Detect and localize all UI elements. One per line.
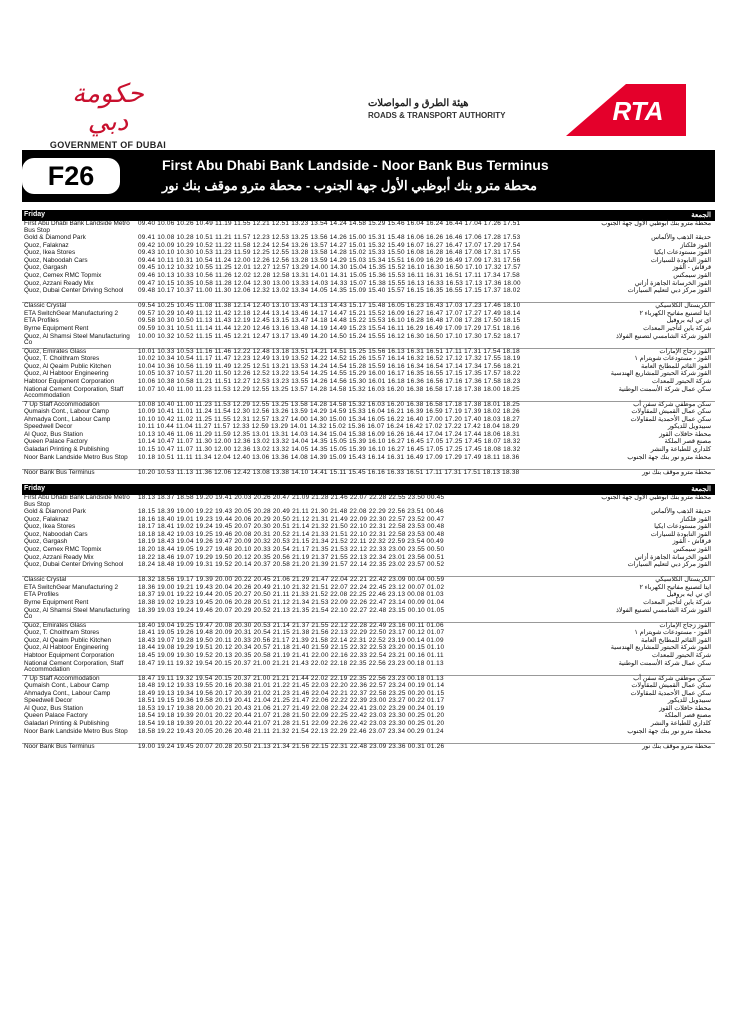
stop-name-arabic: محطة مترو موقف بنك نور	[642, 742, 711, 750]
departure-times: 18.44 19.08 19.29 19.51 20.12 20.34 20.57 21.18 21.40 21.59 22.15 22.32 22.53 23.20 00.15 01.10	[138, 644, 445, 652]
departure-times: 18.15 18.39 19.00 19.22 19.43 20.05 20.28 20.49 21.11 21.30 21.48 22.08 22.29 22.56 23.51 00.46	[138, 508, 444, 515]
departure-times: 18.45 19.09 19.30 19.52 20.13 20.35 20.58 21.19 21.41 22.00 22.16 22.33 22.54 23.21 00.16 01.11	[138, 651, 444, 659]
departure-times: 18.37 19.01 19.22 19.44 20.05 20.27 20.50 21.11 21.33 21.52 22.08 22.25 22.46 23.13 00.08 01.03	[138, 591, 444, 599]
stop-name-arabic: اي تي ايه بروفيل	[666, 591, 711, 599]
stop-name-arabic: القوز القائم للمطابخ العامة	[640, 636, 711, 644]
stop-name: Ahmadya Cont., Labour Camp	[24, 689, 111, 697]
departure-times: 09.43 10.10 10.30 10.53 11.23 11.59 12.25 12.55 13.28 13.58 14.28 15.02 15.33 15.50 16.08 16.28 16.48 17.08 17.31 17.55	[138, 249, 521, 257]
stop-name-arabic: القوز سيمكس	[673, 545, 711, 553]
government-of-dubai-logo	[48, 80, 168, 150]
stop-name-arabic: شركة باين لتأجير المعدات	[643, 324, 711, 332]
stop-name-arabic: سكن عمال القميش للمقاولات	[631, 408, 711, 416]
stop-name-arabic: حديقة الذهب والألماس	[651, 234, 711, 241]
stop-name: Gold & Diamond Park	[24, 508, 86, 515]
rta-logo	[566, 78, 686, 138]
stop-name-arabic: القوز شركة الشامسي لتصنيع الفولاذ	[615, 606, 711, 614]
stop-name: Quoz, T. Choithram Stores	[24, 355, 100, 363]
page-header	[0, 0, 735, 150]
stop-name: Noor Bank Landside Metro Bus Stop	[24, 727, 128, 735]
timetable-row	[22, 495, 715, 509]
stop-name-arabic: كلداري للطباعة والنشر	[650, 446, 711, 454]
stop-name: Habtoor Equipment Corporation	[24, 377, 115, 385]
timetable-row	[22, 743, 715, 752]
departure-times: 09.54 10.25 10.45 11.08 11.38 12.14 12.40 13.10 13.43 14.13 14.43 15.17 15.48 16.05 16.23 16.43 17.03 17.23 17.46 18.10	[138, 302, 521, 310]
route-title-english: First Abu Dhabi Bank Landside - Noor Bank Bus Terminus	[162, 157, 549, 173]
stop-name-arabic: سبيدويل للديكور	[667, 697, 711, 705]
stop-name: ETA Profiles	[24, 317, 59, 325]
departure-times: 09.57 10.29 10.49 11.12 11.42 12.18 12.44 13.14 13.46 14.17 14.47 15.21 15.52 16.09 16.27 16.47 17.07 17.27 17.49 18.14	[138, 309, 521, 317]
stop-name: National Cement Corporation, Staff Accommodation	[24, 659, 124, 674]
stop-name-arabic: القوز مستودعات ايكيا	[654, 249, 711, 257]
departure-times: 10.06 10.38 10.58 11.21 11.51 12.27 12.53 13.23 13.55 14.26 14.56 15.30 16.01 16.18 16.36 16.56 17.16 17.36 17.58 18.23	[138, 377, 521, 385]
departure-times: 18.40 19.04 19.25 19.47 20.08 20.30 20.53 21.14 21.37 21.55 22.12 22.28 22.49 23.16 00.11 01.06	[138, 621, 444, 629]
stop-name: Quoz, Falaknaz	[24, 241, 69, 249]
stop-name-arabic: محطة مترو موقف بنك نور	[642, 468, 711, 476]
stop-name: Quoz, Gargash	[24, 264, 68, 272]
stop-name: Quoz, Emirates Glass	[24, 621, 87, 629]
departure-times: 18.19 18.43 19.04 19.26 19.47 20.09 20.32 20.53 21.15 21.34 21.52 22.11 22.32 22.59 23.54 00.49	[138, 538, 444, 546]
stop-name: Quoz, Al Habtoor Engineering	[24, 644, 109, 652]
stop-name-arabic: سكن عمال القميش للمقاولات	[631, 682, 711, 690]
stop-name: Classic Crystal	[24, 302, 67, 310]
stop-name: Queen Palace Factory	[24, 712, 88, 720]
timetable-row	[22, 469, 715, 478]
stop-name-arabic: محطة مترو بنك أبوظبي الأول جهة الجنوب	[601, 220, 711, 227]
stop-name: Quoz, Al Shamsi Steel Manufacturing Co	[24, 606, 130, 621]
departure-times: 10.10 10.42 11.02 11.25 11.55 12.31 12.57 13.27 14.00 14.30 15.00 15.34 16.05 16.22 16.40 17.00 17.20 17.40 18.03 18.27	[138, 415, 520, 423]
stop-name: Qumaish Cont., Labour Camp	[24, 408, 109, 416]
stop-name-arabic: الكريستال الكلاسيكي	[655, 302, 711, 310]
stop-name-arabic: محطة حافلات القوز	[659, 704, 711, 712]
stop-name-arabic: الكريستال الكلاسيكي	[655, 576, 711, 584]
stop-name: 7 Up Staff Accommodation	[24, 400, 100, 408]
stop-name-arabic: القوز شركة الحبتور للمشاريع الهندسية	[610, 644, 711, 652]
stop-name-arabic: القوز شركة الشامسي لتصنيع الفولاذ	[615, 332, 711, 340]
stop-name: Quoz, Cemex RMC Topmix	[24, 545, 102, 553]
stop-name: ETA SwitchGear Manufacturing 2	[24, 309, 119, 317]
stop-name-arabic: محطة مترو نور بنك جهة الجنوب	[627, 727, 711, 735]
departure-times: 09.47 10.15 10.35 10.58 11.28 12.04 12.30 13.00 13.33 14.03 14.33 15.07 15.38 15.55 16.13 16.33 16.53 17.13 17.36 18.00	[138, 279, 521, 287]
rta-name-english: ROADS & TRANSPORT AUTHORITY	[368, 111, 506, 120]
timetable-1	[22, 210, 715, 477]
rta-name-arabic: هيئة الطرق و المواصلات	[368, 98, 469, 109]
timetable-row	[22, 288, 715, 302]
stop-name: Noor Bank Bus Terminus	[24, 468, 95, 476]
gov-logo-english: GOVERNMENT OF DUBAI	[49, 140, 167, 150]
departure-times: 09.40 10.06 10.26 10.49 11.19 11.55 12.21 12.51 13.23 13.54 14.24 14.58 15.29 15.46 16.04 16.24 16.44 17.04 17.26 17.51	[138, 220, 521, 227]
departure-times: 18.58 19.22 19.43 20.05 20.26 20.48 21.11 21.32 21.54 22.13 22.29 22.46 23.07 23.34 00.29 01.24	[138, 727, 444, 735]
stop-name-arabic: شركة الحبتور للمعدات	[652, 651, 711, 659]
stop-name: 7 Up Staff Accommodation	[24, 674, 100, 682]
rta-logo-text: RTA	[612, 96, 664, 126]
route-title-arabic: محطة مترو بنك أبوظبي الأول جهة الجنوب - محطة مترو موقف بنك نور	[162, 178, 537, 193]
departure-times: 18.51 19.15 19.36 19.58 20.19 20.41 21.04 21.25 21.47 22.06 22.22 22.39 23.00 23.27 00.22 01.17	[138, 697, 445, 705]
stop-name-arabic: القوز - مستودعات شويترام ١	[634, 355, 711, 363]
stop-name: Quoz, Naboodah Cars	[24, 256, 88, 264]
stop-name-arabic: اي تي ايه بروفيل	[666, 317, 711, 325]
departure-times: 18.49 19.13 19.34 19.56 20.17 20.39 21.02 21.23 21.46 22.04 22.21 22.37 22.58 23.25 00.20 01.15	[138, 689, 445, 697]
day-label-english: Friday	[24, 211, 46, 218]
departure-times: 18.48 19.12 19.33 19.55 20.16 20.38 21.01 21.22 21.45 22.03 22.20 22.36 22.57 23.24 00.19 01.14	[138, 682, 445, 690]
stop-name-arabic: حديقة الذهب والألماس	[651, 508, 711, 515]
stop-name: Habtoor Equipment Corporation	[24, 651, 115, 659]
stop-name: ETA Profiles	[24, 591, 59, 599]
day-label-arabic: الجمعة	[691, 212, 711, 219]
departure-times: 09.46 10.13 10.33 10.56 11.26 12.02 12.28 12.58 13.31 14.01 14.31 15.05 15.36 15.53 16.11 16.31 16.51 17.11 17.34 17.58	[138, 271, 520, 279]
departure-times: 18.36 19.00 19.21 19.43 20.04 20.26 20.49 21.10 21.32 21.51 22.07 22.24 22.45 23.12 00.07 01.02	[138, 583, 445, 591]
stop-name: Speedwell Decor	[24, 697, 73, 705]
stop-name-arabic: سكن موظفي شركة سفن أب	[633, 400, 711, 408]
departure-times: 10.11 10.44 11.04 11.27 11.57 12.33 12.59 13.29 14.01 14.32 15.02 15.36 16.07 16.24 16.42 17.02 17.22 17.42 18.04 18.29	[138, 423, 520, 431]
departure-times: 09.45 10.12 10.32 10.55 11.25 12.01 12.27 12.57 13.29 14.00 14.30 15.04 15.35 15.52 16.10 16.30 16.50 17.10 17.32 17.57	[138, 264, 521, 272]
departure-times: 09.44 10.11 10.31 10.54 11.24 12.00 12.26 12.56 13.28 13.59 14.29 15.03 15.34 15.51 16.09 16.29 16.49 17.09 17.31 17.56	[138, 256, 521, 264]
departure-times: 10.01 10.33 10.53 11.16 11.46 12.22 12.48 13.18 13.51 14.21 14.51 15.25 15.56 16.13 16.31 16.51 17.11 17.31 17.54 18.18	[138, 347, 520, 355]
departure-times: 18.20 18.44 19.05 19.27 19.48 20.10 20.33 20.54 21.17 21.35 21.53 22.12 22.33 23.00 23.55 00.50	[138, 545, 445, 553]
departure-times: 10.15 10.47 11.07 11.30 12.00 12.36 13.02 13.32 14.05 14.35 15.05 15.39 16.10 16.27 16.45 17.05 17.25 17.45 18.08 18.32	[138, 446, 521, 454]
departure-times: 10.18 10.51 11.11 11.34 12.04 12.40 13.06 13.36 14.08 14.39 15.09 15.43 16.14 16.31 16.49 17.09 17.29 17.49 18.11 18.36	[138, 453, 520, 461]
stop-name-arabic: محطة مترو نور بنك جهة الجنوب	[627, 453, 711, 461]
stop-name-arabic: محطة حافلات القوز	[659, 430, 711, 438]
stop-name: Ahmadya Cont., Labour Camp	[24, 415, 111, 423]
departure-times: 10.13 10.46 11.06 11.29 11.59 12.35 13.01 13.31 14.03 14.34 15.04 15.38 16.09 16.26 16.44 17.04 17.24 17.44 18.06 18.31	[138, 430, 520, 438]
stop-name: Quoz, Emirates Glass	[24, 347, 87, 355]
stop-name: Quoz, Azzani Ready Mix	[24, 553, 94, 561]
stop-name: Al Quoz, Bus Station	[24, 704, 83, 712]
stop-name-arabic: شركة الحبتور للمعدات	[652, 377, 711, 385]
stop-name: Quoz, Al Shamsi Steel Manufacturing Co	[24, 332, 130, 347]
stop-name: Quoz, Dubai Center Driving School	[24, 561, 124, 569]
timetable-row	[22, 221, 715, 235]
stop-name: Galadari Printing & Publishing	[24, 720, 109, 728]
stop-name-arabic: القوز النابودة للسيارات	[650, 256, 711, 264]
route-number: F26	[22, 158, 120, 194]
stop-name-arabic: مصنع قصر الملكة	[664, 712, 711, 720]
stop-name-arabic: كلداري للطباعة والنشر	[650, 720, 711, 728]
departure-times: 18.17 18.41 19.02 19.24 19.45 20.07 20.30 20.51 21.14 21.32 21.50 22.10 22.31 22.58 23.53 00.48	[138, 523, 445, 531]
timetable-row	[22, 608, 715, 622]
stop-name: Quoz, Cemex RMC Topmix	[24, 271, 102, 279]
departure-times: 10.08 10.40 11.00 11.23 11.53 12.29 12.55 13.25 13.58 14.28 14.58 15.32 16.03 16.20 16.38 16.58 17.18 17.38 18.01 18.25	[138, 400, 520, 408]
departure-times: 09.48 10.17 10.37 11.00 11.30 12.06 12.32 13.02 13.34 14.05 14.35 15.09 15.40 15.57 16.15 16.35 16.55 17.15 17.37 18.02	[138, 287, 521, 295]
stop-name-arabic: سكن عمال شركة الأسمنت الوطنية	[618, 659, 711, 667]
stop-name-arabic: قرقاش - القوز	[672, 538, 711, 546]
stop-name-arabic: محطة مترو بنك أبوظبي الأول جهة الجنوب	[601, 494, 711, 501]
stop-name: Quoz, T. Choithram Stores	[24, 629, 100, 637]
departure-times: 10.09 10.41 11.01 11.24 11.54 12.30 12.56 13.26 13.59 14.29 14.59 15.33 16.04 16.21 16.39 16.59 17.19 17.39 18.02 18.26	[138, 408, 520, 416]
stop-name-arabic: شركة باين لتأجير المعدات	[643, 598, 711, 606]
stop-name-arabic: القوز - مستودعات شويترام ١	[634, 629, 711, 637]
stop-name-arabic: القوز زجاج الإمارات	[659, 621, 711, 629]
stop-name-arabic: سكن عمال الأحمدية للمقاولات	[630, 689, 711, 697]
stop-name-arabic: سكن عمال الأحمدية للمقاولات	[630, 415, 711, 423]
departure-times: 10.05 10.37 10.57 11.20 11.50 12.26 12.52 13.22 13.54 14.25 14.55 15.29 16.00 16.17 16.35 16.55 17.15 17.35 17.57 18.22	[138, 370, 521, 378]
stop-name-arabic: القوز مركز دبي لتعليم السيارات	[627, 561, 711, 569]
departure-times: 10.14 10.47 11.07 11.30 12.00 12.36 13.02 13.32 14.04 14.35 15.05 15.39 16.10 16.27 16.45 17.05 17.25 17.45 18.07 18.32	[138, 438, 521, 446]
departure-times: 18.54 19.18 19.39 20.01 20.22 20.44 21.07 21.28 21.50 22.09 22.25 22.42 23.03 23.30 00.25 01.20	[138, 712, 445, 720]
departure-times: 18.16 18.40 19.01 19.23 19.44 20.06 20.29 20.50 21.12 21.31 21.49 22.09 22.30 22.57 23.52 00.47	[138, 515, 445, 523]
stop-name-arabic: مصنع قصر الملكة	[664, 438, 711, 446]
stop-name: Byrne Equipment Rent	[24, 598, 89, 606]
stop-name: Gold & Diamond Park	[24, 234, 86, 241]
timetable-row	[22, 334, 715, 348]
stop-name-arabic: سبيدويل للديكور	[667, 423, 711, 431]
stop-name: Qumaish Cont., Labour Camp	[24, 682, 109, 690]
stop-name-arabic: سكن عمال شركة الأسمنت الوطنية	[618, 385, 711, 393]
timetable-row	[22, 729, 715, 743]
rta-name	[368, 98, 596, 120]
departure-times: 18.24 18.48 19.09 19.31 19.52 20.14 20.37 20.58 21.20 21.39 21.57 22.14 22.35 23.02 23.57 00.52	[138, 561, 445, 569]
stop-name: National Cement Corporation, Staff Accommodation	[24, 385, 124, 400]
stop-name: Queen Palace Factory	[24, 438, 88, 446]
stop-name: First Abu Dhabi Bank Landside Metro Bus Stop	[24, 494, 130, 508]
timetable-row	[22, 455, 715, 469]
stop-name-arabic: سكن موظفي شركة سفن أب	[633, 674, 711, 682]
stop-name: Galadari Printing & Publishing	[24, 446, 109, 454]
stop-name-arabic: ايتا لتصنيع مفاتيح الكهرباء ٢	[639, 309, 711, 317]
gov-logo-arabic: حكومة دبي	[72, 79, 144, 137]
day-label-english: Friday	[24, 485, 46, 492]
departure-times: 18.38 19.02 19.23 19.45 20.06 20.28 20.51 21.12 21.34 21.53 22.09 22.26 22.47 23.14 00.09 01.04	[138, 598, 445, 606]
departure-times: 18.39 19.03 19.24 19.46 20.07 20.29 20.52 21.13 21.35 21.54 22.10 22.27 22.48 23.15 00.10 01.05	[138, 606, 445, 614]
stop-name-arabic: القوز فلكناز	[680, 515, 711, 523]
departure-times: 10.20 10.53 11.13 11.36 12.06 12.42 13.08 13.38 14.10 14.41 15.11 15.45 16.16 16.33 16.51 17.11 17.31 17.51 18.13 18.38	[138, 468, 520, 476]
departure-times: 19.00 19.24 19.45 20.07 20.28 20.50 21.13 21.34 21.56 22.15 22.31 22.48 23.09 23.36 00.31 01.26	[138, 742, 445, 750]
day-label-arabic: الجمعة	[691, 486, 711, 493]
departure-times: 10.02 10.34 10.54 11.17 11.47 12.23 12.49 13.19 13.52 14.22 14.52 15.26 15.57 16.14 16.32 16.52 17.12 17.32 17.55 18.19	[138, 355, 521, 363]
stop-name-arabic: القوز الخرسانة الجاهزة أزاني	[634, 279, 711, 287]
timetable-row	[22, 562, 715, 576]
departure-times: 18.32 18.56 19.17 19.39 20.00 20.22 20.45 21.06 21.29 21.47 22.04 22.21 22.42 23.09 00.04 00.59	[138, 576, 445, 584]
stop-name: Noor Bank Bus Terminus	[24, 742, 95, 750]
stop-name: Quoz, Azzani Ready Mix	[24, 279, 94, 287]
departure-times: 10.04 10.36 10.56 11.19 11.49 12.25 12.51 13.21 13.53 14.24 14.54 15.28 15.59 16.16 16.34 16.54 17.14 17.34 17.56 18.21	[138, 362, 521, 370]
stop-name: Quoz, Al Qeaim Public Kitchen	[24, 362, 112, 370]
departure-times: 18.13 18.37 18.58 19.20 19.41 20.03 20.26 20.47 21.09 21.28 21.46 22.07 22.28 22.55 23.50 00.45	[138, 494, 445, 501]
stop-name-arabic: القوز القائم للمطابخ العامة	[640, 362, 711, 370]
stop-name: Quoz, Ikea Stores	[24, 249, 76, 257]
stop-name-arabic: القوز سيمكس	[673, 271, 711, 279]
stop-name: Quoz, Falaknaz	[24, 515, 69, 523]
stop-name: Speedwell Decor	[24, 423, 73, 431]
stop-name-arabic: القوز مستودعات ايكيا	[654, 523, 711, 531]
departure-times: 18.53 19.17 19.38 20.00 20.21 20.43 21.06 21.27 21.49 22.08 22.24 22.41 23.02 23.29 00.24 01.19	[138, 704, 445, 712]
stop-name-arabic: القوز زجاج الإمارات	[659, 347, 711, 355]
stop-name: ETA SwitchGear Manufacturing 2	[24, 583, 119, 591]
timetable-row	[22, 387, 715, 401]
stop-name: Quoz, Ikea Stores	[24, 523, 76, 531]
stop-name-arabic: القوز النابودة للسيارات	[650, 530, 711, 538]
departure-times: 18.47 19.11 19.32 19.54 20.15 20.37 21.00 21.21 21.44 22.02 22.19 22.35 22.56 23.23 00.18 01.13	[138, 674, 444, 682]
stop-name-arabic: القوز مركز دبي لتعليم السيارات	[627, 287, 711, 295]
stop-name: Quoz, Al Qeaim Public Kitchen	[24, 636, 112, 644]
departure-times: 09.42 10.09 10.29 10.52 11.22 11.58 12.24 12.54 13.26 13.57 14.27 15.01 15.32 15.49 16.07 16.27 16.47 17.07 17.29 17.54	[138, 241, 521, 249]
stop-name-arabic: القوز شركة الحبتور للمشاريع الهندسية	[610, 370, 711, 378]
stop-name: Quoz, Al Habtoor Engineering	[24, 370, 109, 378]
stop-name-arabic: قرقاش - القوز	[672, 264, 711, 272]
departure-times: 10.07 10.40 11.00 11.23 11.53 12.29 12.55 13.25 13.57 14.28 14.58 15.32 16.03 16.20 16.38 16.58 17.18 17.38 18.00 18.25	[138, 385, 520, 393]
departure-times: 18.54 19.18 19.39 20.01 20.22 20.44 21.07 21.28 21.51 22.09 22.26 22.42 23.03 23.30 00.25 01.20	[138, 720, 445, 728]
route-banner	[22, 150, 715, 202]
departure-times: 18.22 18.46 19.07 19.29 19.50 20.12 20.35 20.56 21.19 21.37 21.55 22.13 22.34 23.01 23.56 00.51	[138, 553, 445, 561]
departure-times: 18.47 19.11 19.32 19.54 20.15 20.37 21.00 21.21 21.43 22.02 22.18 22.35 22.56 23.23 00.18 01.13	[138, 659, 444, 667]
stop-name-arabic: القوز الخرسانة الجاهزة أزاني	[634, 553, 711, 561]
stop-name: Noor Bank Landside Metro Bus Stop	[24, 453, 128, 461]
departure-times: 18.43 19.07 19.28 19.50 20.11 20.33 20.56 21.17 21.39 21.58 22.14 22.31 22.52 23.19 00.14 01.09	[138, 636, 444, 644]
departure-times: 10.00 10.32 10.52 11.15 11.45 12.21 12.47 13.17 13.49 14.20 14.50 15.24 15.55 16.12 16.30 16.50 17.10 17.30 17.52 18.17	[138, 332, 521, 340]
timetable-row	[22, 661, 715, 675]
stop-name-arabic: ايتا لتصنيع مفاتيح الكهرباء ٢	[639, 583, 711, 591]
stop-name: First Abu Dhabi Bank Landside Metro Bus Stop	[24, 220, 130, 234]
stop-name: Byrne Equipment Rent	[24, 324, 89, 332]
departure-times: 09.59 10.31 10.51 11.14 11.44 12.20 12.46 13.16 13.48 14.19 14.49 15.23 15.54 16.11 16.29 16.49 17.09 17.29 17.51 18.16	[138, 324, 520, 332]
stop-name: Quoz, Dubai Center Driving School	[24, 287, 124, 295]
departure-times: 09.58 10.30 10.50 11.13 11.43 12.19 12.45 13.15 13.47 14.18 14.48 15.22 15.53 16.10 16.28 16.48 17.08 17.28 17.50 18.15	[138, 317, 521, 325]
stop-name: Quoz, Gargash	[24, 538, 68, 546]
departure-times: 09.41 10.08 10.28 10.51 11.21 11.57 12.23 12.53 13.25 13.56 14.26 15.00 15.31 15.48 16.06 16.26 16.46 17.06 17.28 17.53	[138, 234, 521, 241]
departure-times: 18.41 19.05 19.26 19.48 20.09 20.31 20.54 21.15 21.38 21.56 22.13 22.29 22.50 23.17 00.12 01.07	[138, 629, 445, 637]
stop-name-arabic: القوز فلكناز	[680, 241, 711, 249]
stop-name: Classic Crystal	[24, 576, 67, 584]
stop-name: Al Quoz, Bus Station	[24, 430, 83, 438]
departure-times: 18.18 18.42 19.03 19.25 19.46 20.08 20.31 20.52 21.14 21.33 21.51 22.10 22.31 22.58 23.53 00.48	[138, 530, 445, 538]
timetable-2	[22, 484, 715, 751]
stop-name: Quoz, Naboodah Cars	[24, 530, 88, 538]
